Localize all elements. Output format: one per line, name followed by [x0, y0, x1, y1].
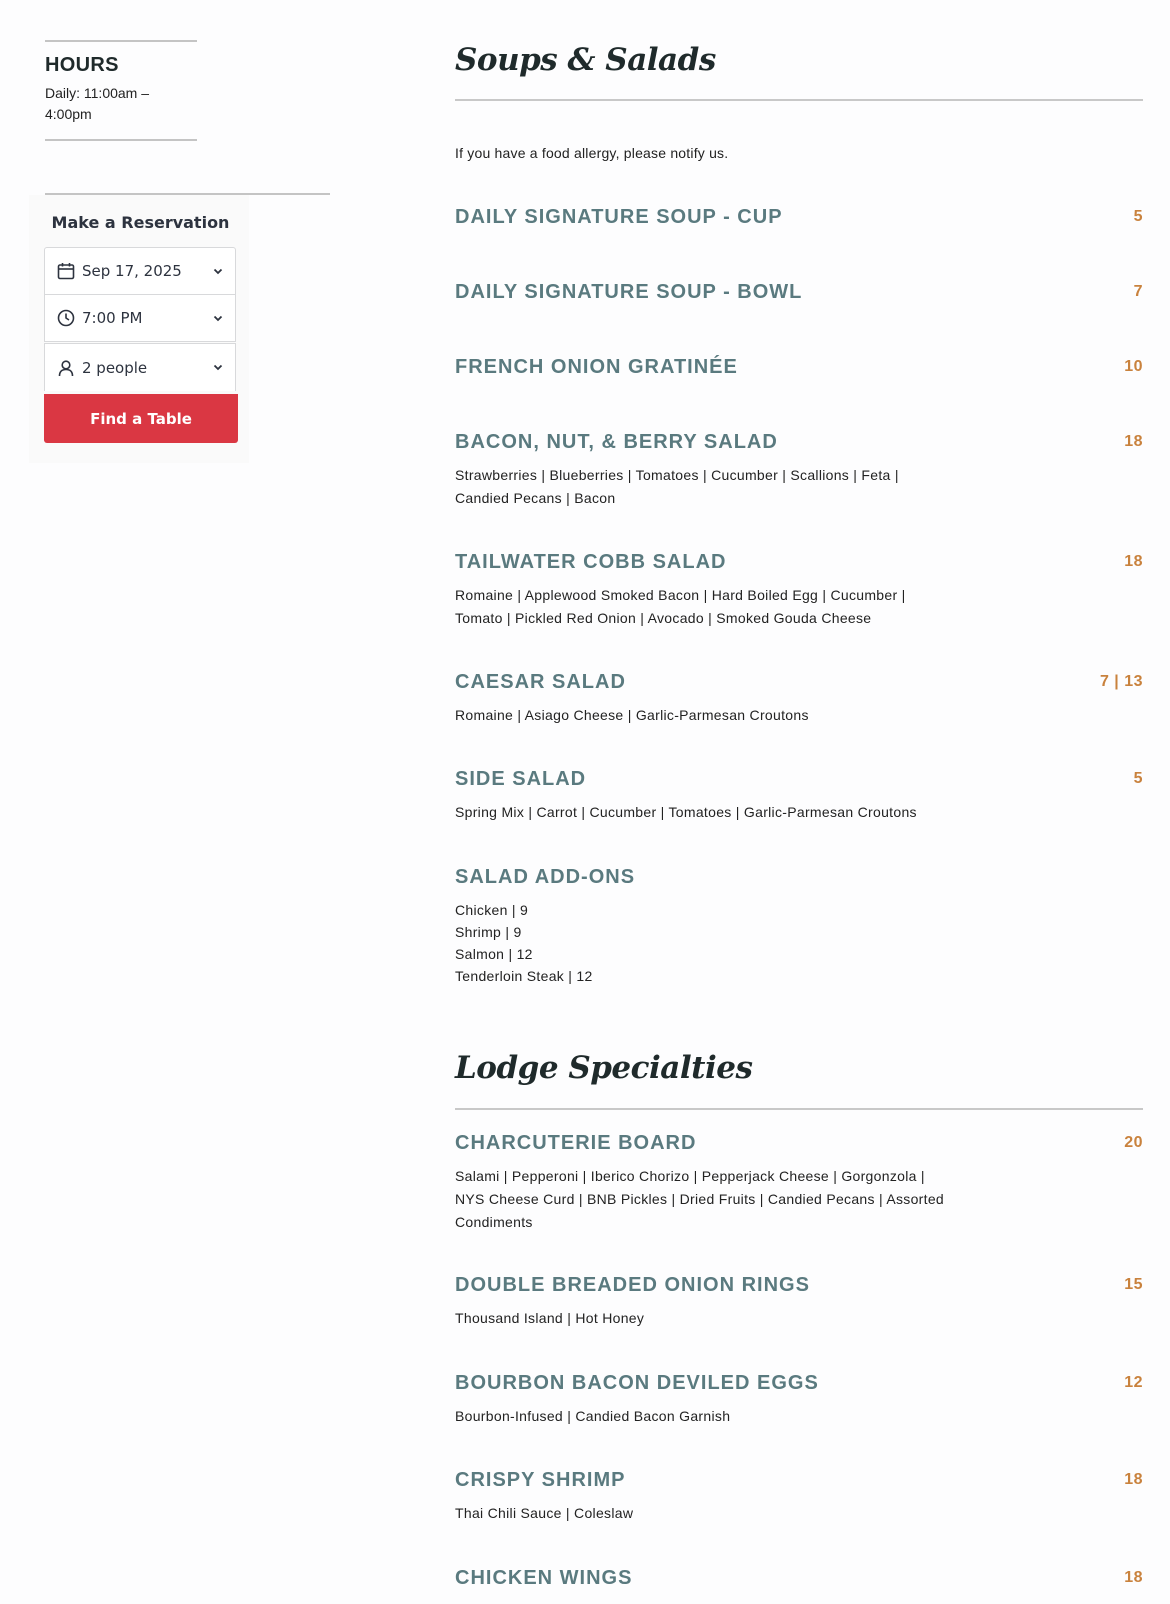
item-description: Romaine | Asiago Cheese | Garlic-Parmesan Croutons — [455, 707, 809, 723]
menu-item — [455, 865, 1143, 987]
item-name: CHARCUTERIE BOARD — [455, 1132, 697, 1154]
time-select[interactable] — [44, 294, 236, 342]
item-name: CHICKEN WINGS — [455, 1567, 633, 1589]
item-name: BOURBON BACON DEVILED EGGS — [455, 1372, 819, 1394]
item-name: SALAD ADD-ONS — [455, 866, 636, 888]
chevron-down-icon — [213, 364, 225, 371]
item-description: Thai Chili Sauce | Coleslaw — [455, 1505, 634, 1521]
item-description: Spring Mix | Carrot | Cucumber | Tomatoes | Garlic-Parmesan Croutons — [455, 804, 917, 820]
item-price: 18 — [1124, 1569, 1143, 1586]
menu-item — [455, 1566, 1143, 1590]
person-icon — [56, 358, 76, 378]
item-price: 7 — [1133, 283, 1143, 300]
item-price: 18 — [1124, 433, 1143, 450]
reservation-widget — [29, 195, 249, 463]
item-price: 10 — [1124, 358, 1143, 375]
reservation-title: Make a Reservation — [51, 213, 230, 232]
menu-item — [455, 1468, 1143, 1525]
hours-widget — [45, 40, 197, 141]
divider — [455, 99, 1143, 101]
section-title: Lodge Specialties — [455, 1050, 753, 1086]
item-price: 15 — [1124, 1276, 1143, 1293]
addon-line: Shrimp | 9 — [455, 924, 522, 940]
time-value: 7:00 PM — [82, 309, 143, 327]
item-name: SIDE SALAD — [455, 768, 587, 790]
item-name: DAILY SIGNATURE SOUP - BOWL — [455, 281, 803, 303]
chevron-down-icon — [213, 268, 225, 275]
menu-item — [455, 1273, 1143, 1330]
find-table-button[interactable]: Find a Table — [44, 394, 238, 443]
menu-item — [455, 1371, 1143, 1428]
item-name: DOUBLE BREADED ONION RINGS — [455, 1274, 810, 1296]
menu-item — [455, 550, 1143, 630]
item-price: 5 — [1133, 770, 1143, 787]
addon-line: Salmon | 12 — [455, 946, 533, 962]
date-value: Sep 17, 2025 — [82, 262, 182, 280]
item-description: Romaine | Applewood Smoked Bacon | Hard Boiled Egg | Cucumber | Tomato | Pickled Red Onion | Avocado | Smoked Gouda Cheese — [455, 587, 906, 626]
addon-line: Chicken | 9 — [455, 902, 529, 918]
item-price: 12 — [1124, 1374, 1143, 1391]
item-description — [455, 899, 945, 987]
item-name: CAESAR SALAD — [455, 671, 626, 693]
item-name: BACON, NUT, & BERRY SALAD — [455, 431, 778, 453]
menu-item — [455, 205, 1143, 229]
clock-icon — [56, 308, 76, 328]
section-title: Soups & Salads — [455, 42, 716, 78]
chevron-down-icon — [213, 315, 225, 322]
item-name: CRISPY SHRIMP — [455, 1469, 626, 1491]
divider — [455, 1108, 1143, 1110]
party-value: 2 people — [82, 358, 148, 377]
item-name: DAILY SIGNATURE SOUP - CUP — [455, 206, 783, 228]
menu-item — [455, 1131, 1143, 1234]
hours-text: Daily: 11:00am – 4:00pm — [45, 85, 150, 122]
menu-item — [455, 280, 1143, 304]
allergy-note: If you have a food allergy, please notify us. — [455, 145, 729, 161]
item-price: 18 — [1124, 1471, 1143, 1488]
item-description: Thousand Island | Hot Honey — [455, 1310, 645, 1326]
item-description: Strawberries | Blueberries | Tomatoes | Cucumber | Scallions | Feta | Candied Pecans | Bacon — [455, 467, 899, 506]
item-price: 18 — [1124, 553, 1143, 570]
item-price: 5 — [1133, 208, 1143, 225]
hours-title: HOURS — [45, 54, 119, 76]
party-size-select[interactable] — [44, 343, 236, 391]
item-price: 20 — [1124, 1134, 1143, 1151]
item-description: Bourbon-Infused | Candied Bacon Garnish — [455, 1408, 731, 1424]
item-name: FRENCH ONION GRATINÉE — [455, 356, 738, 378]
item-name: TAILWATER COBB SALAD — [455, 551, 727, 573]
menu-item — [455, 430, 1143, 510]
calendar-icon — [56, 261, 76, 281]
date-select[interactable] — [44, 247, 236, 295]
menu-item — [455, 767, 1143, 824]
item-description: Salami | Pepperoni | Iberico Chorizo | Pepperjack Cheese | Gorgonzola | NYS Cheese Curd | BNB Pickles | Dried Fruits | Candied Pecans | Assorted Condiments — [455, 1168, 945, 1230]
addon-line: Tenderloin Steak | 12 — [455, 968, 593, 984]
divider — [45, 40, 197, 42]
menu-item — [455, 670, 1143, 727]
divider — [45, 139, 197, 141]
item-price: 7 | 13 — [1099, 673, 1143, 690]
menu-item — [455, 355, 1143, 379]
